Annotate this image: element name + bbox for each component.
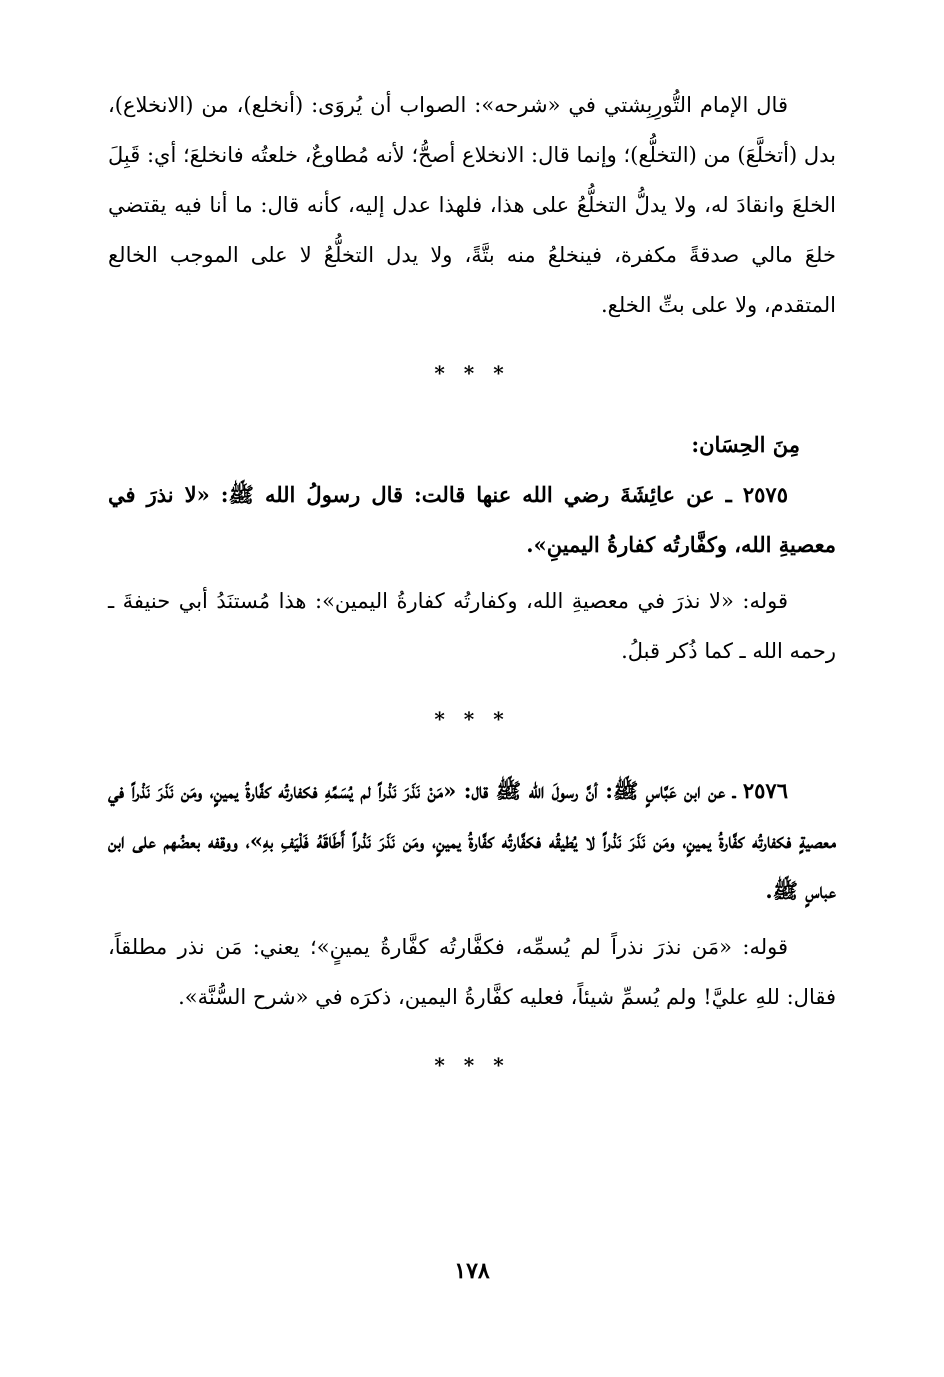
commentary-paragraph: قال الإمام التُّورِبِشتي في «شرحه»: الصواب أن يُروَى: (أنخلع)، من (الانخلاع)، بدل (أتخلَّعَ) من (التخلُّع)؛ وإنما قال: الانخلاع أصحُّ؛ لأنه مُطاوعٌ، خلعتُه فانخلعَ؛ أي: قَبِلَ الخلعَ وانقادَ له، ولا يدلُّ التخلُّعُ على هذا، فلهذا عدل إليه، كأنه قال: ما أنا فيه يقتضي خلعَ مالي صدقةً مكفرة، فينخلعُ منه بتَّةً، ولا يدل التخلُّعُ لا على الموجب الخالع المتقدم، ولا على بتِّ الخلع.: [108, 93, 836, 317]
section-separator: * * *: [434, 1053, 510, 1077]
section-heading: مِنَ الحِسَان:: [691, 432, 800, 457]
hadith-2575-commentary: قوله: «لا نذرَ في معصيةِ الله، وكفارتُه كفارةُ اليمين»: هذا مُستنَدُ أبي حنيفةَ ـ رحمه الله ـ كما ذُكر قبلُ.: [108, 589, 836, 663]
section-separator: * * *: [434, 361, 510, 385]
hadith-2575: ٢٥٧٥ ـ عن عائِشَةَ رضي الله عنها قالت: قال رسولُ الله ﷺ: «لا نذرَ في معصيةِ الله، وكفَّارتُه كفارةُ اليمينِ».: [108, 482, 836, 557]
page-number: ١٧٨: [454, 1258, 490, 1284]
section-separator: * * *: [434, 707, 510, 731]
hadith-2576: ٢٥٧٦ ـ عن ابن عَبَّاسٍ ﷺ: أنَّ رسولَ الله ﷺ قال: «مَنْ نَذَرَ نَذْراً لم يُسَمِّهِ فكفارتُه كفَّارةُ يمينٍ، ومَن نَذَرَ نَذْراً في معصيةٍ فكفارتُه كفَّارةُ يمينٍ، ومَن نَذَرَ نَذْراً لا يُطيقُه فكفَّارتُه كفَّارةُ يمينٍ، ومَن نَذَرَ نَذْراً أَطَاقَهُ فَلْيَفِ بهِ»، ووقفه بعضُهم على ابن عباسٍ ﷺ.: [108, 778, 836, 903]
hadith-2576-commentary: قوله: «مَن نذرَ نذراً لم يُسمِّه، فكفَّارتُه كفَّارةُ يمينٍ»؛ يعني: مَن نذر مطلقاً، فقال: للهِ عليَّ! ولم يُسمِّ شيئاً، فعليه كفَّارةُ اليمين، ذكرَه في «شرح السُّنَّة».: [108, 935, 836, 1009]
page-body: [108, 80, 836, 1112]
